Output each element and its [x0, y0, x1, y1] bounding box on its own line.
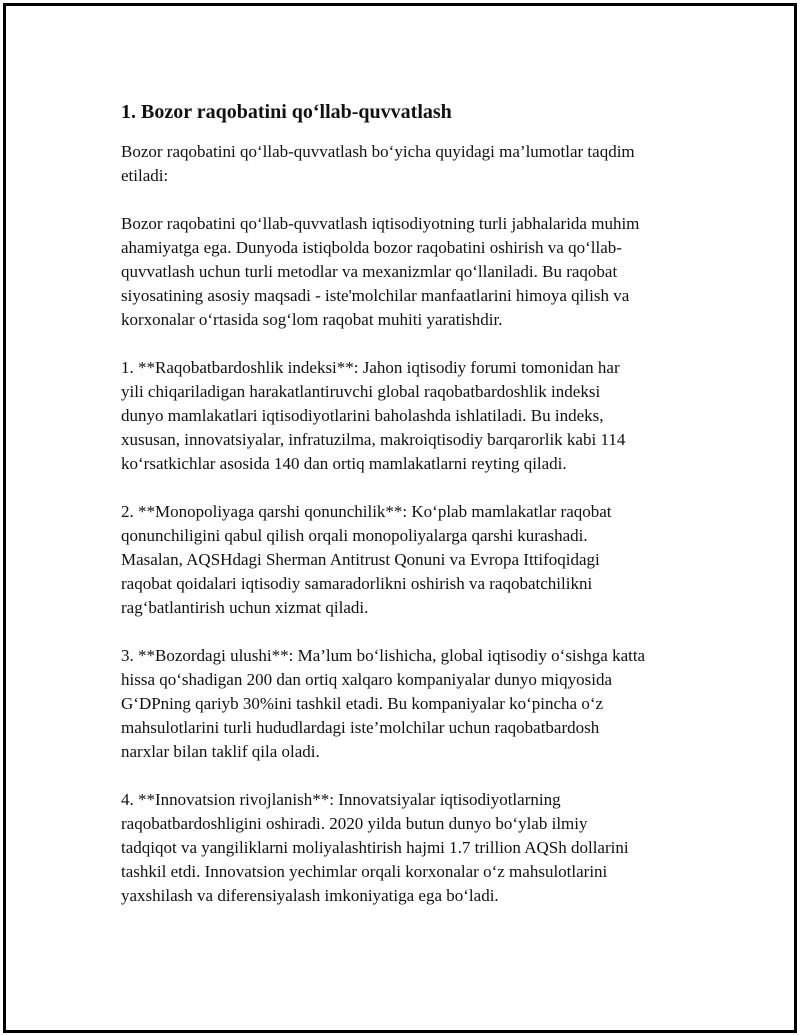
- intro-paragraph: Bozor raqobatini qo‘llab-quvvatlash bo‘yicha quyidagi ma’lumotlar taqdim etiladi:: [121, 142, 635, 185]
- antimonopoly-law-paragraph: 2. **Monopoliyaga qarshi qonunchilik**: Ko‘plab mamlakatlar raqobat qonunchiligini qabul qilish orqali monopoliyalarga qarshi kurashadi. Masalan, AQSHdagi Sherman Antitrust Qonuni va Evropa Ittifoqidagi raqobat qoidalari iqtisodiy samaradorlikni oshirish va raqobatchilikni rag‘batlantirish uchun xizmat qiladi.: [121, 502, 612, 617]
- innovation-paragraph: 4. **Innovatsion rivojlanish**: Innovatsiyalar iqtisodiyotlarning raqobatbardoshligini oshiradi. 2020 yilda butun dunyo bo‘ylab ilmiy tadqiqot va yangiliklarni moliyalashtirish hajmi 1.7 trillion AQSh dollarini tashkil etdi. Innovatsion yechimlar orqali korxonalar o‘z mahsulotlarini yaxshilash va diferensiyalash imkoniyatiga ega bo‘ladi.: [121, 790, 629, 905]
- market-share-paragraph: 3. **Bozordagi ulushi**: Ma’lum bo‘lishicha, global iqtisodiy o‘sishga katta hissa qo‘shadigan 200 dan ortiq xalqaro kompaniyalar dunyo miqyosida G‘DPning qariyb 30%ini tashkil etadi. Bu kompaniyalar ko‘pincha o‘z mahsulotlarini turli hududlardagi iste’molchilar uchun raqobatbardosh narxlar bilan taklif qila oladi.: [121, 646, 646, 761]
- document-body: [121, 99, 701, 932]
- page-frame: [3, 3, 797, 1033]
- overview-paragraph: Bozor raqobatini qo‘llab-quvvatlash iqtisodiyotning turli jabhalarida muhim ahamiyatga ega. Dunyoda istiqbolda bozor raqobatini oshirish va qo‘llab- quvvatlash uchun turli metodlar va mexanizmlar qo‘llaniladi. Bu raqobat siyosatining asosiy maqsadi - iste'molchilar manfaatlarini himoya qilish va korxonalar o‘rtasida sog‘lom raqobat muhiti yaratishdir.: [121, 214, 640, 329]
- competitiveness-index-paragraph: 1. **Raqobatbardoshlik indeksi**: Jahon iqtisodiy forumi tomonidan har yili chiqariladigan harakatlantiruvchi global raqobatbardoshlik indeksi dunyo mamlakatlari iqtisodiyotlarini baholashda ishlatiladi. Bu indeks, xususan, innovatsiyalar, infratuzilma, makroiqtisodiy barqarorlik kabi 114 ko‘rsatkichlar asosida 140 dan ortiq mamlakatlarni reyting qiladi.: [121, 358, 626, 473]
- section-heading: 1. Bozor raqobatini qo‘llab-quvvatlash: [121, 101, 452, 123]
